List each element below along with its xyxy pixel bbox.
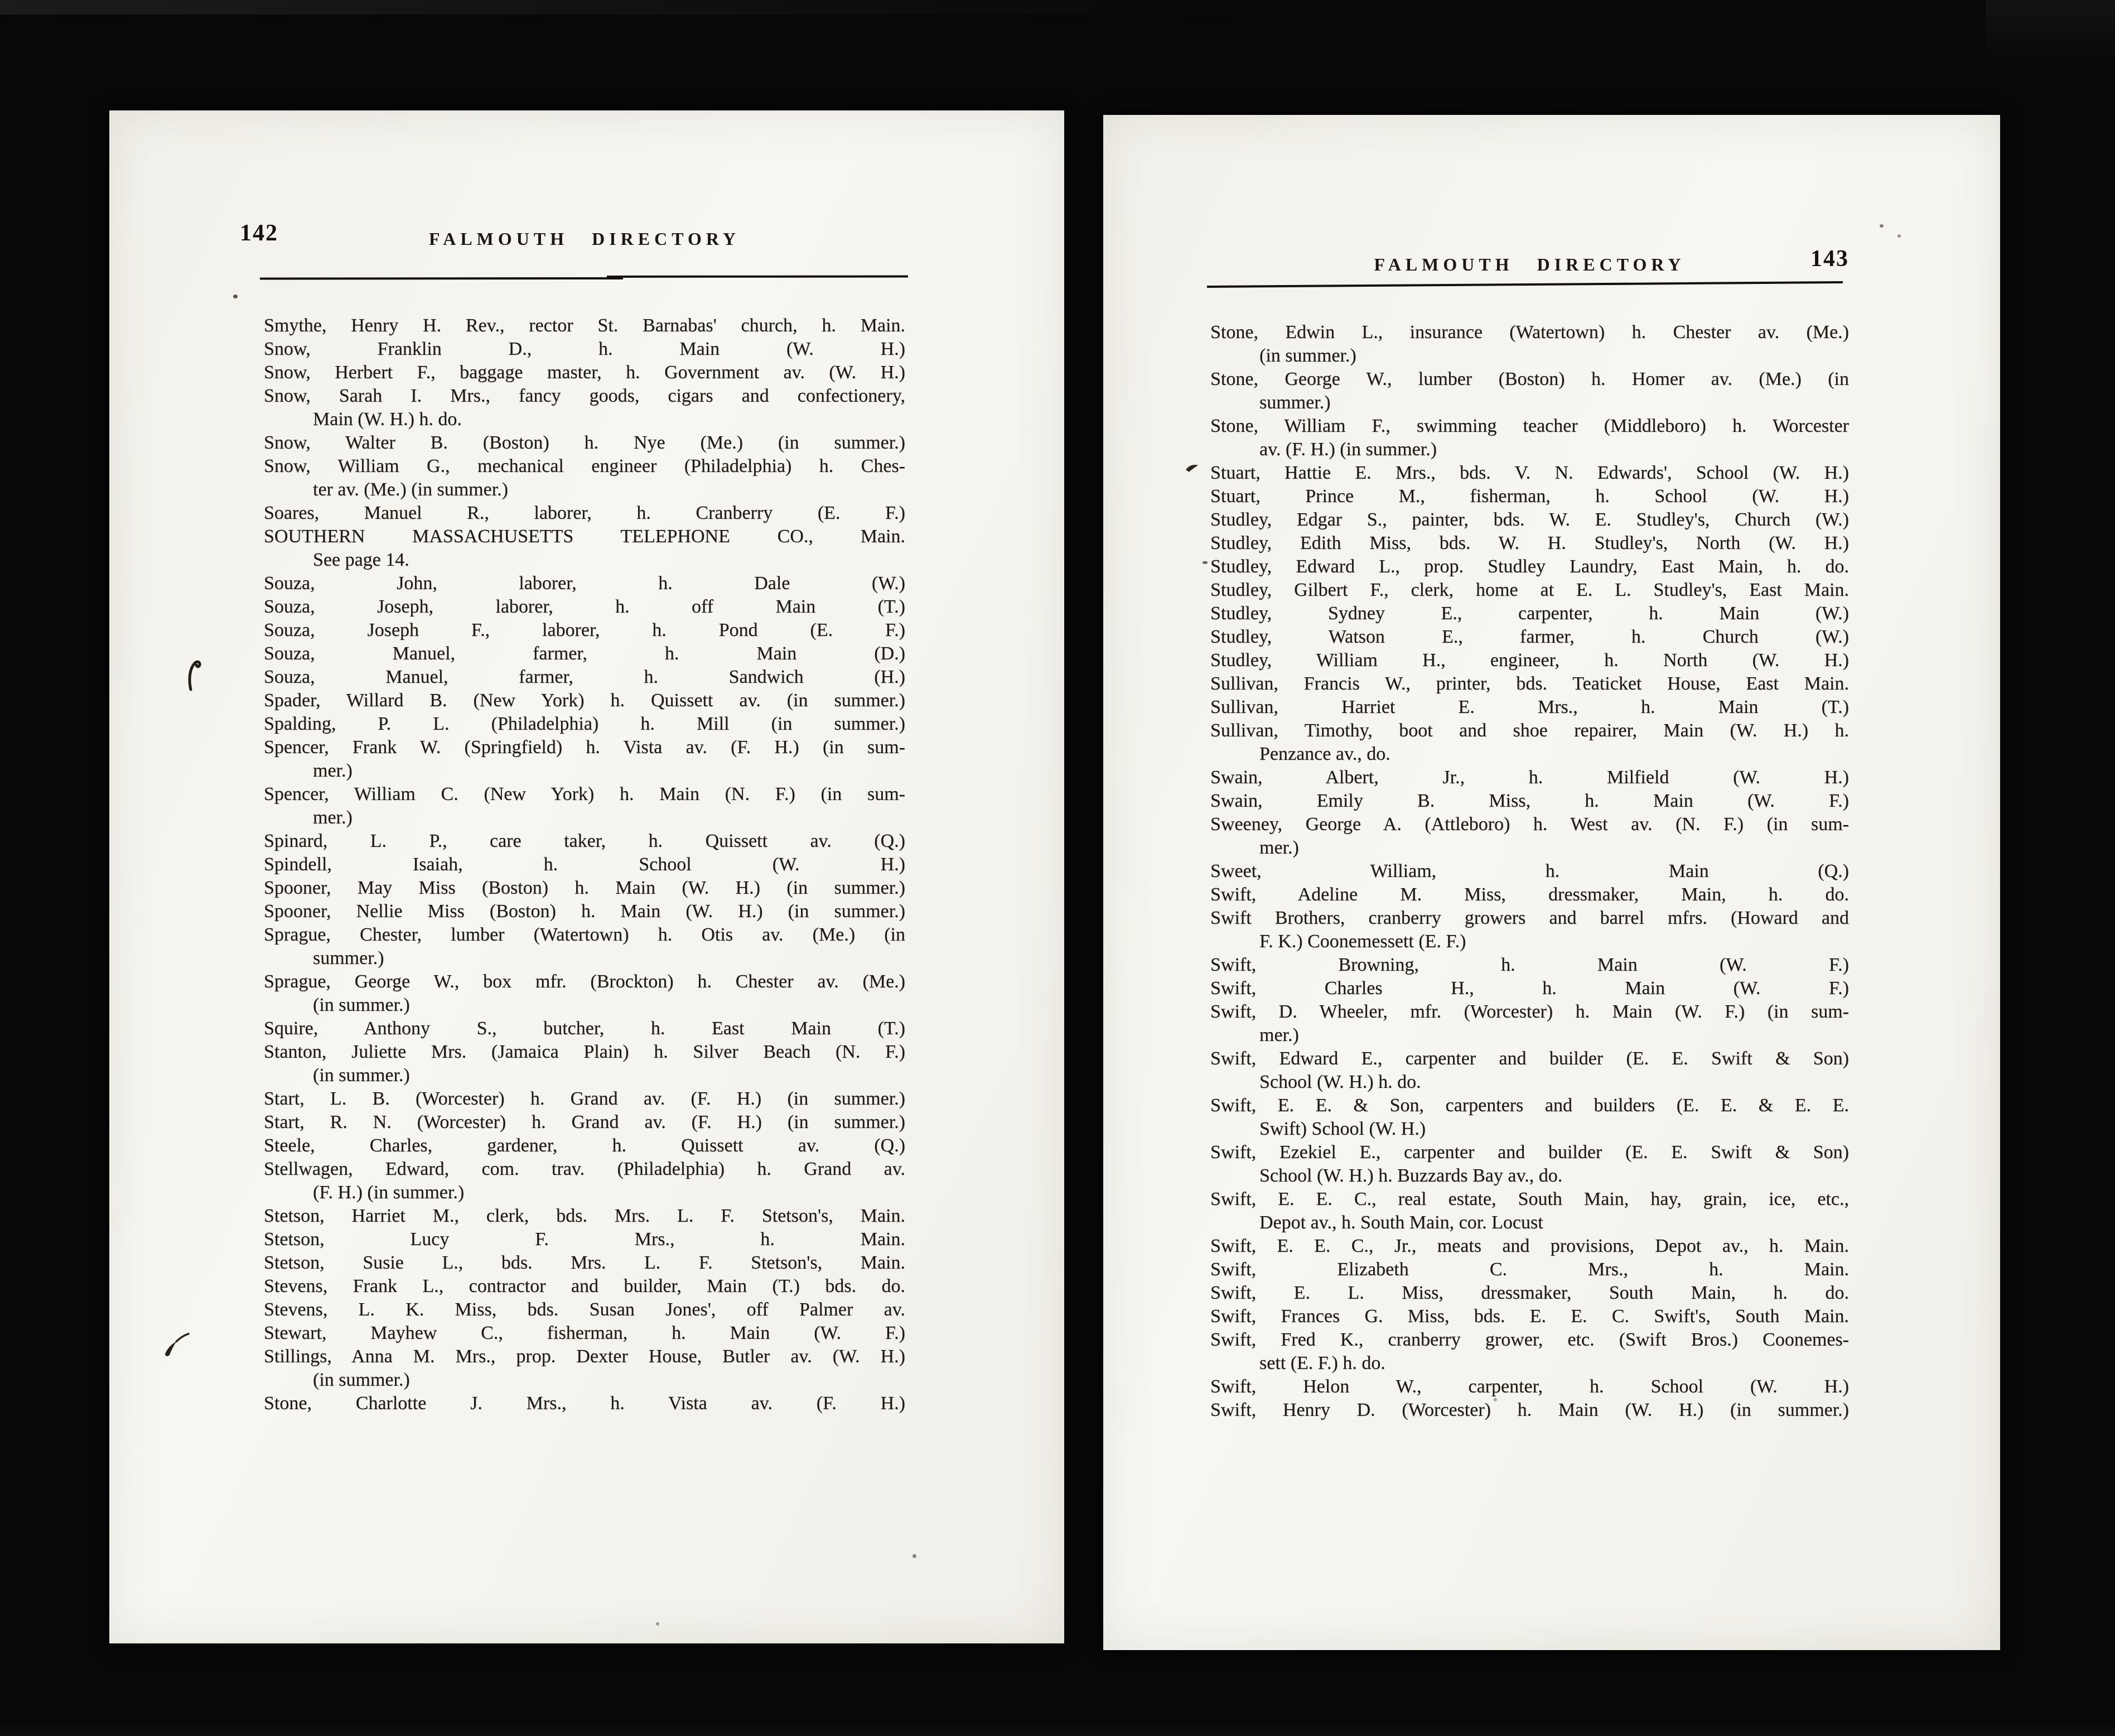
entry-continuation-line: (in summer.) xyxy=(313,995,410,1015)
entry-line: Studley, Edward L., prop. Studley Laundry, East Main, h. do. xyxy=(1210,556,1849,577)
entry-line: Sweeney, George A. (Attleboro) h. West av. (N. F.) (in sum- xyxy=(1210,814,1849,835)
pen-tick-mark xyxy=(160,1329,193,1361)
entry-line: Swift, Henry D. (Worcester) h. Main (W. H.) (in summer.) xyxy=(1210,1400,1849,1420)
ink-hook-mark xyxy=(183,657,205,693)
entry-line: Stetson, Harriet M., clerk, bds. Mrs. L. F. Stetson's, Main. xyxy=(264,1205,905,1226)
speck xyxy=(656,1622,659,1626)
directory-entries xyxy=(264,314,905,1415)
entry-continuation-line: mer.) xyxy=(313,807,352,828)
speck xyxy=(1880,224,1884,228)
entry-line: Squire, Anthony S., butcher, h. East Main (T.) xyxy=(264,1018,905,1039)
header-rule xyxy=(260,275,908,280)
entry-continuation-line: (in summer.) xyxy=(313,1065,410,1086)
speck xyxy=(1897,234,1901,238)
entry-line: Swift, E. E. & Son, carpenters and builders (E. E. & E. E. xyxy=(1210,1095,1849,1116)
entry-line: Smythe, Henry H. Rev., rector St. Barnabas' church, h. Main. xyxy=(264,315,905,336)
speck xyxy=(233,295,238,298)
entry-line: Stetson, Lucy F. Mrs., h. Main. xyxy=(264,1229,905,1250)
entry-line: Sullivan, Timothy, boot and shoe repairer, Main (W. H.) h. xyxy=(1210,720,1849,741)
entry-line: Spalding, P. L. (Philadelphia) h. Mill (in summer.) xyxy=(264,713,905,734)
entry-line: Swift, E. L. Miss, dressmaker, South Main, h. do. xyxy=(1210,1282,1849,1303)
entry-line: Spencer, Frank W. (Springfield) h. Vista av. (F. H.) (in sum- xyxy=(264,737,905,758)
entry-continuation-line: F. K.) Coonemessett (E. F.) xyxy=(1259,931,1466,952)
entry-continuation-line: mer.) xyxy=(1259,837,1299,858)
entry-line: Spader, Willard B. (New York) h. Quissett av. (in summer.) xyxy=(264,690,905,711)
entry-line: Studley, Edith Miss, bds. W. H. Studley's, North (W. H.) xyxy=(1210,533,1849,553)
entry-line: Sweet, William, h. Main (Q.) xyxy=(1210,861,1849,881)
entry-line: Souza, Joseph, laborer, h. off Main (T.) xyxy=(264,596,905,617)
entry-line: Stewart, Mayhew C., fisherman, h. Main (W. F.) xyxy=(264,1323,905,1343)
entry-continuation-line: Swift) School (W. H.) xyxy=(1259,1118,1426,1139)
entry-line: Studley, Edgar S., painter, bds. W. E. Studley's, Church (W.) xyxy=(1210,509,1849,530)
entry-line: Swift, Elizabeth C. Mrs., h. Main. xyxy=(1210,1259,1849,1280)
entry-line: Spooner, Nellie Miss (Boston) h. Main (W. H.) (in summer.) xyxy=(264,901,905,922)
entry-line: Snow, Walter B. (Boston) h. Nye (Me.) (in summer.) xyxy=(264,432,905,453)
entry-line: Stone, Edwin L., insurance (Watertown) h. Chester av. (Me.) xyxy=(1210,322,1849,343)
entry-continuation-line: summer.) xyxy=(313,948,384,968)
entry-line: Swift, Edward E., carpenter and builder (E. E. Swift & Son) xyxy=(1210,1048,1849,1069)
entry-line: Souza, Manuel, farmer, h. Main (D.) xyxy=(264,643,905,664)
entry-line: Swift, Browning, h. Main (W. F.) xyxy=(1210,954,1849,975)
entry-continuation-line: mer.) xyxy=(313,760,352,781)
page-number: 143 xyxy=(1810,246,1849,272)
entry-line: Stone, George W., lumber (Boston) h. Homer av. (Me.) (in xyxy=(1210,369,1849,389)
entry-line: Steele, Charles, gardener, h. Quissett av. (Q.) xyxy=(264,1135,905,1156)
scanner-background-streak xyxy=(0,1721,2115,1736)
entry-line: Swain, Emily B. Miss, h. Main (W. F.) xyxy=(1210,790,1849,811)
entry-line: Stellwagen, Edward, com. trav. (Philadelphia) h. Grand av. xyxy=(264,1159,905,1179)
entry-line: Swift, Adeline M. Miss, dressmaker, Main, h. do. xyxy=(1210,884,1849,905)
entry-continuation-line: Depot av., h. South Main, cor. Locust xyxy=(1259,1212,1543,1233)
entry-line: Sprague, George W., box mfr. (Brockton) h. Chester av. (Me.) xyxy=(264,971,905,992)
entry-line: Spindell, Isaiah, h. School (W. H.) xyxy=(264,854,905,875)
entry-line: Studley, William H., engineer, h. North (W. H.) xyxy=(1210,650,1849,671)
entry-line: Snow, Herbert F., baggage master, h. Government av. (W. H.) xyxy=(264,362,905,383)
entry-line: Sprague, Chester, lumber (Watertown) h. Otis av. (Me.) (in xyxy=(264,924,905,945)
speck xyxy=(1203,561,1208,564)
page-number: 142 xyxy=(240,220,278,246)
entry-line: Stevens, Frank L., contractor and builder, Main (T.) bds. do. xyxy=(264,1276,905,1296)
entry-line: SOUTHERN MASSACHUSETTS TELEPHONE CO., Main. xyxy=(264,526,905,547)
entry-line: Stone, William F., swimming teacher (Middleboro) h. Worcester xyxy=(1210,416,1849,436)
entry-line: Stuart, Hattie E. Mrs., bds. V. N. Edwards', School (W. H.) xyxy=(1210,462,1849,483)
entry-continuation-line: mer.) xyxy=(1259,1025,1299,1045)
scanner-background-streak xyxy=(1986,0,2115,67)
margin-tick-mark xyxy=(1182,460,1201,474)
entry-line: Snow, Sarah I. Mrs., fancy goods, cigars and confectionery, xyxy=(264,385,905,406)
entry-continuation-line: See page 14. xyxy=(313,549,409,570)
page-142 xyxy=(109,110,1064,1643)
entry-line: Swift, E. E. C., real estate, South Main, hay, grain, ice, etc., xyxy=(1210,1189,1849,1209)
entry-line: Swift Brothers, cranberry growers and barrel mfrs. (Howard and xyxy=(1210,908,1849,928)
speck xyxy=(912,1554,916,1558)
entry-line: Start, L. B. (Worcester) h. Grand av. (F. H.) (in summer.) xyxy=(264,1088,905,1109)
entry-line: Sullivan, Francis W., printer, bds. Teaticket House, East Main. xyxy=(1210,673,1849,694)
entry-line: Spencer, William C. (New York) h. Main (N. F.) (in sum- xyxy=(264,784,905,804)
page-143 xyxy=(1103,115,2000,1650)
entry-line: Stillings, Anna M. Mrs., prop. Dexter House, Butler av. (W. H.) xyxy=(264,1346,905,1367)
entry-line: Souza, Joseph F., laborer, h. Pond (E. F.) xyxy=(264,620,905,640)
entry-line: Swift, Ezekiel E., carpenter and builder (E. E. Swift & Son) xyxy=(1210,1142,1849,1163)
entry-line: Soares, Manuel R., laborer, h. Cranberry (E. F.) xyxy=(264,503,905,523)
entry-line: Sullivan, Harriet E. Mrs., h. Main (T.) xyxy=(1210,697,1849,717)
entry-line: Studley, Gilbert F., clerk, home at E. L. Studley's, East Main. xyxy=(1210,580,1849,600)
entry-line: Spooner, May Miss (Boston) h. Main (W. H.) (in summer.) xyxy=(264,877,905,898)
entry-line: Stevens, L. K. Miss, bds. Susan Jones', off Palmer av. xyxy=(264,1299,905,1320)
entry-line: Swift, D. Wheeler, mfr. (Worcester) h. Main (W. F.) (in sum- xyxy=(1210,1001,1849,1022)
header-rule xyxy=(1207,283,1843,288)
entry-continuation-line: (in summer.) xyxy=(1259,345,1356,366)
directory-entries xyxy=(1210,321,1849,1422)
entry-line: Swift, Helon W., carpenter, h. School (W. H.) xyxy=(1210,1376,1849,1397)
entry-line: Stuart, Prince M., fisherman, h. School (W. H.) xyxy=(1210,486,1849,507)
entry-line: Swift, Fred K., cranberry grower, etc. (Swift Bros.) Coonemes- xyxy=(1210,1329,1849,1350)
entry-line: Studley, Sydney E., carpenter, h. Main (W.) xyxy=(1210,603,1849,624)
entry-line: Studley, Watson E., farmer, h. Church (W.) xyxy=(1210,626,1849,647)
entry-continuation-line: sett (E. F.) h. do. xyxy=(1259,1353,1385,1373)
entry-line: Stone, Charlotte J. Mrs., h. Vista av. (F. H.) xyxy=(264,1393,905,1414)
entry-continuation-line: summer.) xyxy=(1259,392,1331,413)
running-title: FALMOUTH DIRECTORY xyxy=(429,229,740,249)
entry-line: Stetson, Susie L., bds. Mrs. L. F. Stetson's, Main. xyxy=(264,1252,905,1273)
entry-line: Snow, William G., mechanical engineer (Philadelphia) h. Ches- xyxy=(264,456,905,476)
entry-line: Spinard, L. P., care taker, h. Quissett av. (Q.) xyxy=(264,831,905,851)
entry-line: Souza, Manuel, farmer, h. Sandwich (H.) xyxy=(264,667,905,687)
scanner-background-streak xyxy=(0,0,1283,15)
entry-continuation-line: School (W. H.) h. do. xyxy=(1259,1072,1421,1092)
entry-continuation-line: (in summer.) xyxy=(313,1369,410,1390)
entry-line: Start, R. N. (Worcester) h. Grand av. (F. H.) (in summer.) xyxy=(264,1112,905,1132)
running-title: FALMOUTH DIRECTORY xyxy=(1374,254,1686,274)
entry-continuation-line: (F. H.) (in summer.) xyxy=(313,1182,465,1203)
entry-continuation-line: School (W. H.) h. Buzzards Bay av., do. xyxy=(1259,1165,1563,1186)
entry-line: Swift, E. E. C., Jr., meats and provisions, Depot av., h. Main. xyxy=(1210,1236,1849,1256)
entry-continuation-line: Penzance av., do. xyxy=(1259,744,1390,764)
entry-line: Swift, Charles H., h. Main (W. F.) xyxy=(1210,978,1849,999)
entry-line: Swift, Frances G. Miss, bds. E. E. C. Swift's, South Main. xyxy=(1210,1306,1849,1327)
entry-line: Snow, Franklin D., h. Main (W. H.) xyxy=(264,339,905,359)
entry-line: Souza, John, laborer, h. Dale (W.) xyxy=(264,573,905,594)
entry-line: Stanton, Juliette Mrs. (Jamaica Plain) h. Silver Beach (N. F.) xyxy=(264,1041,905,1062)
entry-line: Swain, Albert, Jr., h. Milfield (W. H.) xyxy=(1210,767,1849,788)
entry-continuation-line: av. (F. H.) (in summer.) xyxy=(1259,439,1437,460)
entry-continuation-line: ter av. (Me.) (in summer.) xyxy=(313,479,508,500)
entry-continuation-line: Main (W. H.) h. do. xyxy=(313,409,462,430)
